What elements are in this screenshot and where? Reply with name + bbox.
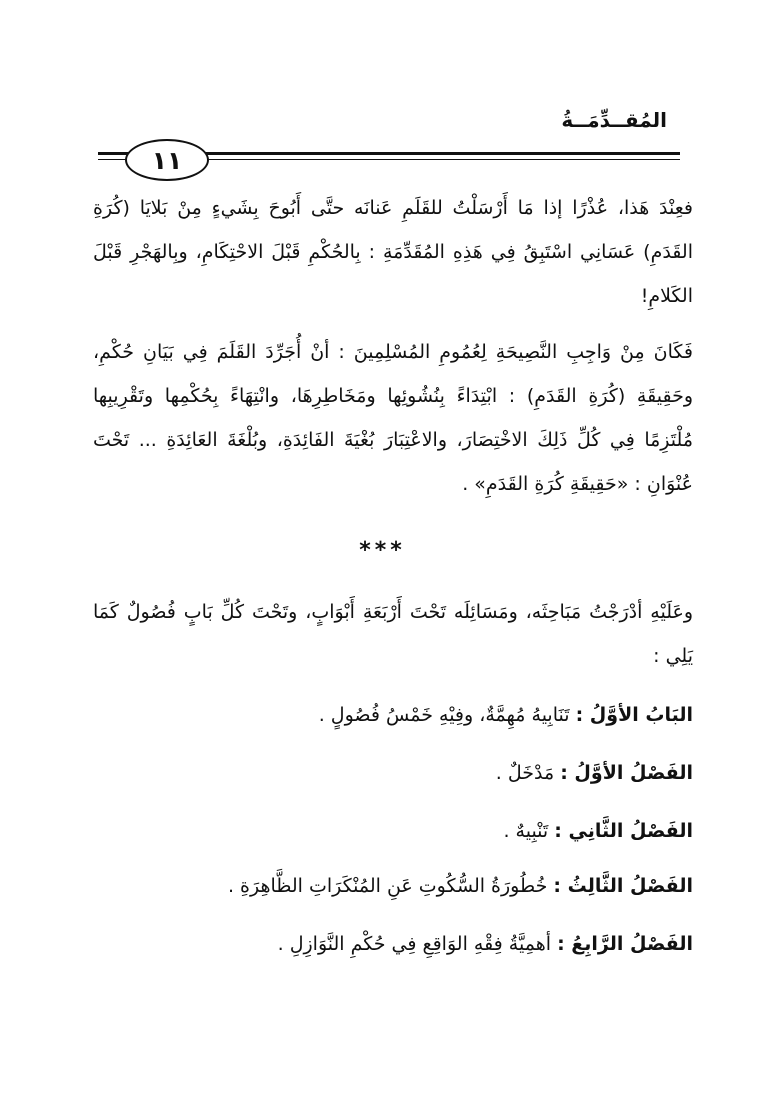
- contents-item-label: البَابُ الأوَّلُ :: [575, 704, 693, 726]
- contents-item: [83, 700, 693, 730]
- contents-item-text: مَدْخَلٌ .: [495, 762, 555, 784]
- running-title: المُقــدِّمَــةُ: [561, 108, 667, 132]
- contents-item-text: تَنَابِيهُ مُهِمَّةٌ، وفِيْهِ خَمْسُ فُصُولٍ .: [318, 704, 570, 726]
- contents-item: [83, 871, 693, 901]
- contents-item-label: الفَصْلُ الأوَّلُ :: [560, 762, 693, 784]
- paragraph-2: فَكَانَ مِنْ وَاجِبِ النَّصِيحَةِ لِعُمُومِ المُسْلِمِينَ : أنْ أُجَرِّدَ القَلَمَ فِي بَيَانِ حُكْمِ، وحَقِيقَةِ (كُرَةِ القَدَمِ) : ابْتِدَاءً بِنُشُوئِها ومَخَاطِرِهَا، وانْتِهَاءً بِحُكْمِها وتَقْرِيبِها مُلْتَزِمًا فِي كُلِّ ذَلِكَ الاخْتِصَارَ، والاعْتِبَارَ بُغْيَةَ الفَائِدَةِ، وبُلْغَةَ العَائِدَةِ ... تَحْتَ عُنْوَانِ : «حَقِيقَةِ كُرَةِ القَدَمِ» .: [93, 341, 693, 495]
- contents-item-label: الفَصْلُ الثَّانِي :: [554, 820, 693, 842]
- contents-item-label: الفَصْلُ الثَّالِثُ :: [553, 875, 693, 897]
- contents-item: [83, 816, 693, 846]
- paragraph-3: وعَلَيْهِ أدْرَجْتُ مَبَاحِثَه، ومَسَائِلَه تَحْتَ أَرْبَعَةِ أَبْوَابٍ، وتَحْتَ كُلِّ بَابٍ فُصُولٌ كَمَا يَلِي :: [93, 601, 693, 667]
- paragraph-1: فعِنْدَ هَذا، عُذْرًا إذا مَا أَرْسَلْتُ للقَلَمِ عَنانَه حتَّى أَبُوحَ بِشَيءٍ مِنْ بَلايَا (كُرَةِ القَدَمِ) عَسَانِي اسْتَبِقُ فِي هَذِهِ المُقَدِّمَةِ : بِالحُكْمِ قَبْلَ الاحْتِكَامِ، وبِالهَجْرِ قَبْلَ الكَلامِ!: [93, 197, 693, 307]
- contents-item: [83, 758, 693, 788]
- contents-item-text: تَنْبِيهٌ .: [503, 820, 549, 842]
- page-number: ١١: [151, 145, 183, 175]
- section-ornament: ***: [359, 538, 406, 563]
- page-number-badge: [125, 139, 209, 181]
- contents-item-text: خُطُورَةُ السُّكُوتِ عَنِ المُنْكَرَاتِ الظَّاهِرَةِ .: [227, 875, 548, 897]
- contents-item-text: أهمِيَّةُ فِقْهِ الوَاقِعِ فِي حُكْمِ النَّوَازِلِ .: [277, 933, 552, 955]
- contents-item-label: الفَصْلُ الرَّابِعُ :: [557, 933, 693, 955]
- contents-item: [83, 929, 693, 959]
